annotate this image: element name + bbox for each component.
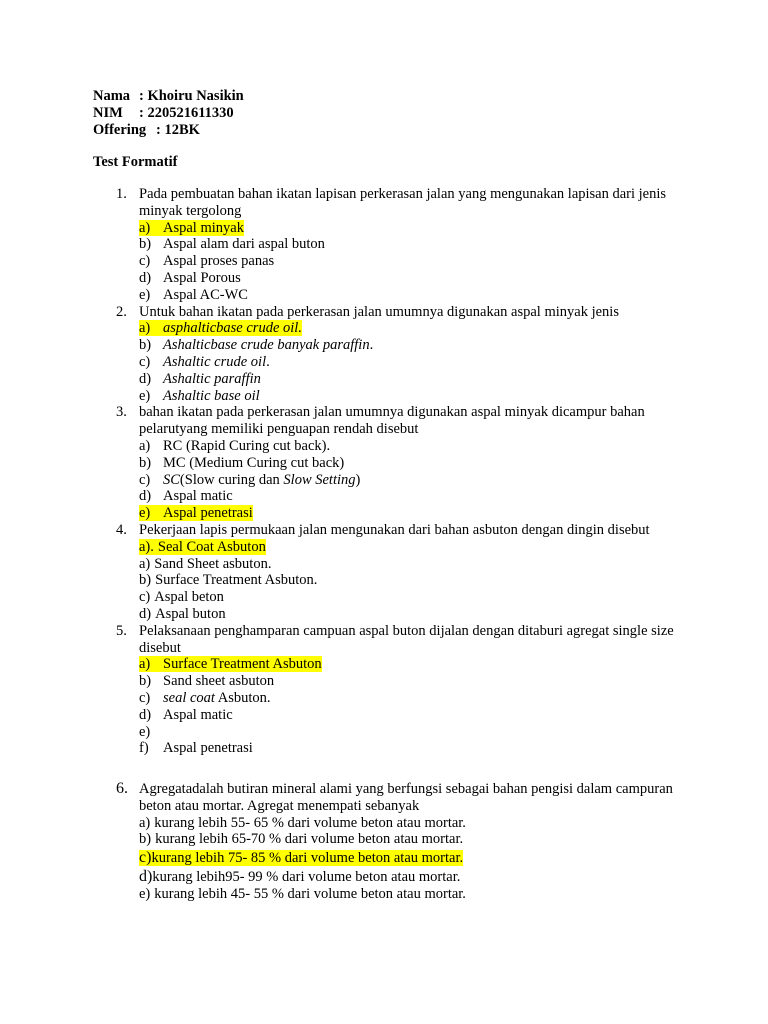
option-text: Seal Coat Asbuton <box>157 538 266 555</box>
option-d <box>0 867 768 886</box>
option-letter: e) <box>139 723 151 740</box>
option-c <box>0 589 768 606</box>
question-text: Pekerjaan lapis permukaan jalan mengunakan dari bahan asbuton dengan dingin disebut <box>139 521 650 538</box>
question-stem <box>0 304 679 321</box>
option-text: Ashalticbase crude banyak paraffin <box>163 337 370 354</box>
option-text-italic: SC <box>163 471 180 488</box>
option-c <box>0 848 768 867</box>
option-text: Aspal minyak <box>163 219 244 236</box>
offering-label: Offering <box>93 122 147 138</box>
option-text: kurang lebih95- 99 % dari volume beton atau mortar. <box>152 869 461 886</box>
option-text: Aspal penetrasi <box>163 505 253 522</box>
option-c <box>0 472 768 489</box>
option-a <box>0 320 768 337</box>
option-letter: a) <box>139 555 151 572</box>
option-text: Surface Treatment Asbuton. <box>155 572 318 589</box>
option-letter: f) <box>139 740 149 757</box>
question-stem <box>0 404 679 438</box>
option-text: kurang lebih 55- 65 % dari volume beton atau mortar. <box>154 814 466 831</box>
option-letter: e) <box>139 505 151 522</box>
blank-gap <box>0 757 768 781</box>
option-letter: b) <box>139 572 152 589</box>
option-text: Aspal proses panas <box>163 253 275 270</box>
option-a <box>0 438 768 455</box>
question-text: bahan ikatan pada perkerasan jalan umumnya digunakan aspal minyak dicampur bahan pelarutyang memiliki penguapan rendah disebut <box>139 404 645 438</box>
question-text: Pelaksanaan penghamparan campuan aspal buton dijalan dengan ditaburi agregat single size disebut <box>139 622 674 656</box>
option-f <box>0 740 768 757</box>
offering-line <box>93 122 244 139</box>
option-letter: a). <box>139 538 154 555</box>
question-1 <box>0 186 768 304</box>
option-d <box>0 371 768 388</box>
option-a <box>0 556 768 573</box>
option-text: Aspal alam dari aspal buton <box>163 236 325 253</box>
question-6 <box>0 781 768 903</box>
option-letter: a) <box>139 320 151 337</box>
option-letter: d) <box>139 706 152 723</box>
option-letter: d) <box>139 868 153 886</box>
option-text-end: ) <box>355 471 361 488</box>
question-stem <box>0 623 679 657</box>
option-text: Surface Treatment Asbuton <box>163 656 322 673</box>
option-text: Aspal beton <box>154 589 224 606</box>
question-text: Untuk bahan ikatan pada perkerasan jalan umumnya digunakan aspal minyak jenis <box>139 303 619 320</box>
option-e <box>0 886 768 903</box>
option-d <box>0 488 768 505</box>
student-info <box>93 88 244 139</box>
nim-line <box>93 105 244 122</box>
option-a <box>0 815 768 832</box>
option-letter: e) <box>139 886 151 903</box>
option-c <box>0 690 768 707</box>
option-text: Asbuton. <box>214 689 271 706</box>
option-a-answer <box>0 539 768 556</box>
option-text-italic: Slow Setting <box>283 471 356 488</box>
option-letter: d) <box>139 370 152 387</box>
offering-value: : 12BK <box>156 122 200 138</box>
question-number: 2. <box>116 303 127 320</box>
option-text: kurang lebih 45- 55 % dari volume beton atau mortar. <box>154 886 466 903</box>
option-letter: c) <box>139 849 152 867</box>
option-d <box>0 270 768 287</box>
option-letter: e) <box>139 387 151 404</box>
question-text: Agregatadalah butiran mineral alami yang berfungsi sebagai bahan pengisi dalam campuran beton atau mortar. Agregat menempati sebanyak <box>139 781 673 814</box>
question-5 <box>0 623 768 757</box>
name-label: Nama <box>93 88 131 104</box>
question-number: 5. <box>116 622 127 639</box>
question-list <box>0 186 768 903</box>
option-suffix: . <box>266 353 270 370</box>
question-2 <box>0 304 768 405</box>
question-3 <box>0 404 768 522</box>
option-d <box>0 707 768 724</box>
option-b <box>0 337 768 354</box>
question-stem <box>0 186 679 220</box>
option-c <box>0 253 768 270</box>
option-e <box>0 505 768 522</box>
option-text: Aspal AC-WC <box>163 286 248 303</box>
option-text: Ashaltic paraffin <box>163 370 261 387</box>
nim-value: : 220521611330 <box>139 105 234 121</box>
option-letter: b) <box>139 454 152 471</box>
option-b <box>0 572 768 589</box>
question-text: Pada pembuatan bahan ikatan lapisan perkerasan jalan yang mengunakan lapisan dari jenis minyak tergolong <box>139 186 667 219</box>
option-letter: b) <box>139 831 152 848</box>
option-a <box>0 220 768 237</box>
question-stem <box>0 781 679 815</box>
nim-label: NIM <box>93 105 123 121</box>
option-letter: b) <box>139 673 152 690</box>
option-b <box>0 673 768 690</box>
question-4 <box>0 522 768 623</box>
option-letter: a) <box>139 437 151 454</box>
option-letter: d) <box>139 605 152 622</box>
option-text: asphalticbase crude oil. <box>163 320 302 337</box>
option-letter: a) <box>139 656 151 673</box>
option-letter: c) <box>139 589 151 606</box>
option-letter: c) <box>139 471 151 488</box>
option-text: (Slow curing dan <box>179 471 284 488</box>
option-a <box>0 656 768 673</box>
option-text: Aspal matic <box>163 706 233 723</box>
question-number: 3. <box>116 404 127 421</box>
option-letter: e) <box>139 286 151 303</box>
option-letter: a) <box>139 814 151 831</box>
option-text: MC (Medium Curing cut back) <box>163 454 345 471</box>
option-text: Sand Sheet asbuton. <box>154 555 272 572</box>
question-number: 6. <box>116 780 128 798</box>
option-letter: c) <box>139 689 151 706</box>
section-title: Test Formatif <box>93 154 178 170</box>
option-suffix: . <box>369 337 374 354</box>
option-text: Sand sheet asbuton <box>163 673 275 690</box>
option-d <box>0 606 768 623</box>
option-text: RC (Rapid Curing cut back). <box>163 437 331 454</box>
option-b <box>0 236 768 253</box>
option-e <box>0 724 768 741</box>
option-text: Aspal Porous <box>163 269 241 286</box>
option-e <box>0 388 768 405</box>
option-letter: a) <box>139 219 151 236</box>
option-letter: c) <box>139 353 151 370</box>
question-number: 4. <box>116 521 127 538</box>
option-letter: c) <box>139 253 151 270</box>
option-text: Ashaltic crude oil <box>163 353 267 370</box>
option-text: kurang lebih 75- 85 % dari volume beton atau mortar. <box>151 850 464 867</box>
option-b <box>0 831 768 848</box>
option-text: Ashaltic base oil <box>163 387 260 404</box>
option-letter: b) <box>139 236 152 253</box>
question-stem <box>0 522 679 539</box>
option-letter: d) <box>139 269 152 286</box>
option-text: kurang lebih 65-70 % dari volume beton atau mortar. <box>155 831 464 848</box>
option-text: Aspal buton <box>155 605 226 622</box>
question-number: 1. <box>116 186 127 202</box>
option-text-italic: seal coat <box>163 689 215 706</box>
option-c <box>0 354 768 371</box>
option-letter: b) <box>139 337 152 354</box>
option-text: Aspal penetrasi <box>163 740 253 757</box>
option-letter: d) <box>139 488 152 505</box>
name-value: : Khoiru Nasikin <box>139 88 244 104</box>
option-text: Aspal matic <box>163 488 233 505</box>
option-b <box>0 455 768 472</box>
option-e <box>0 287 768 304</box>
name-line <box>93 88 244 105</box>
